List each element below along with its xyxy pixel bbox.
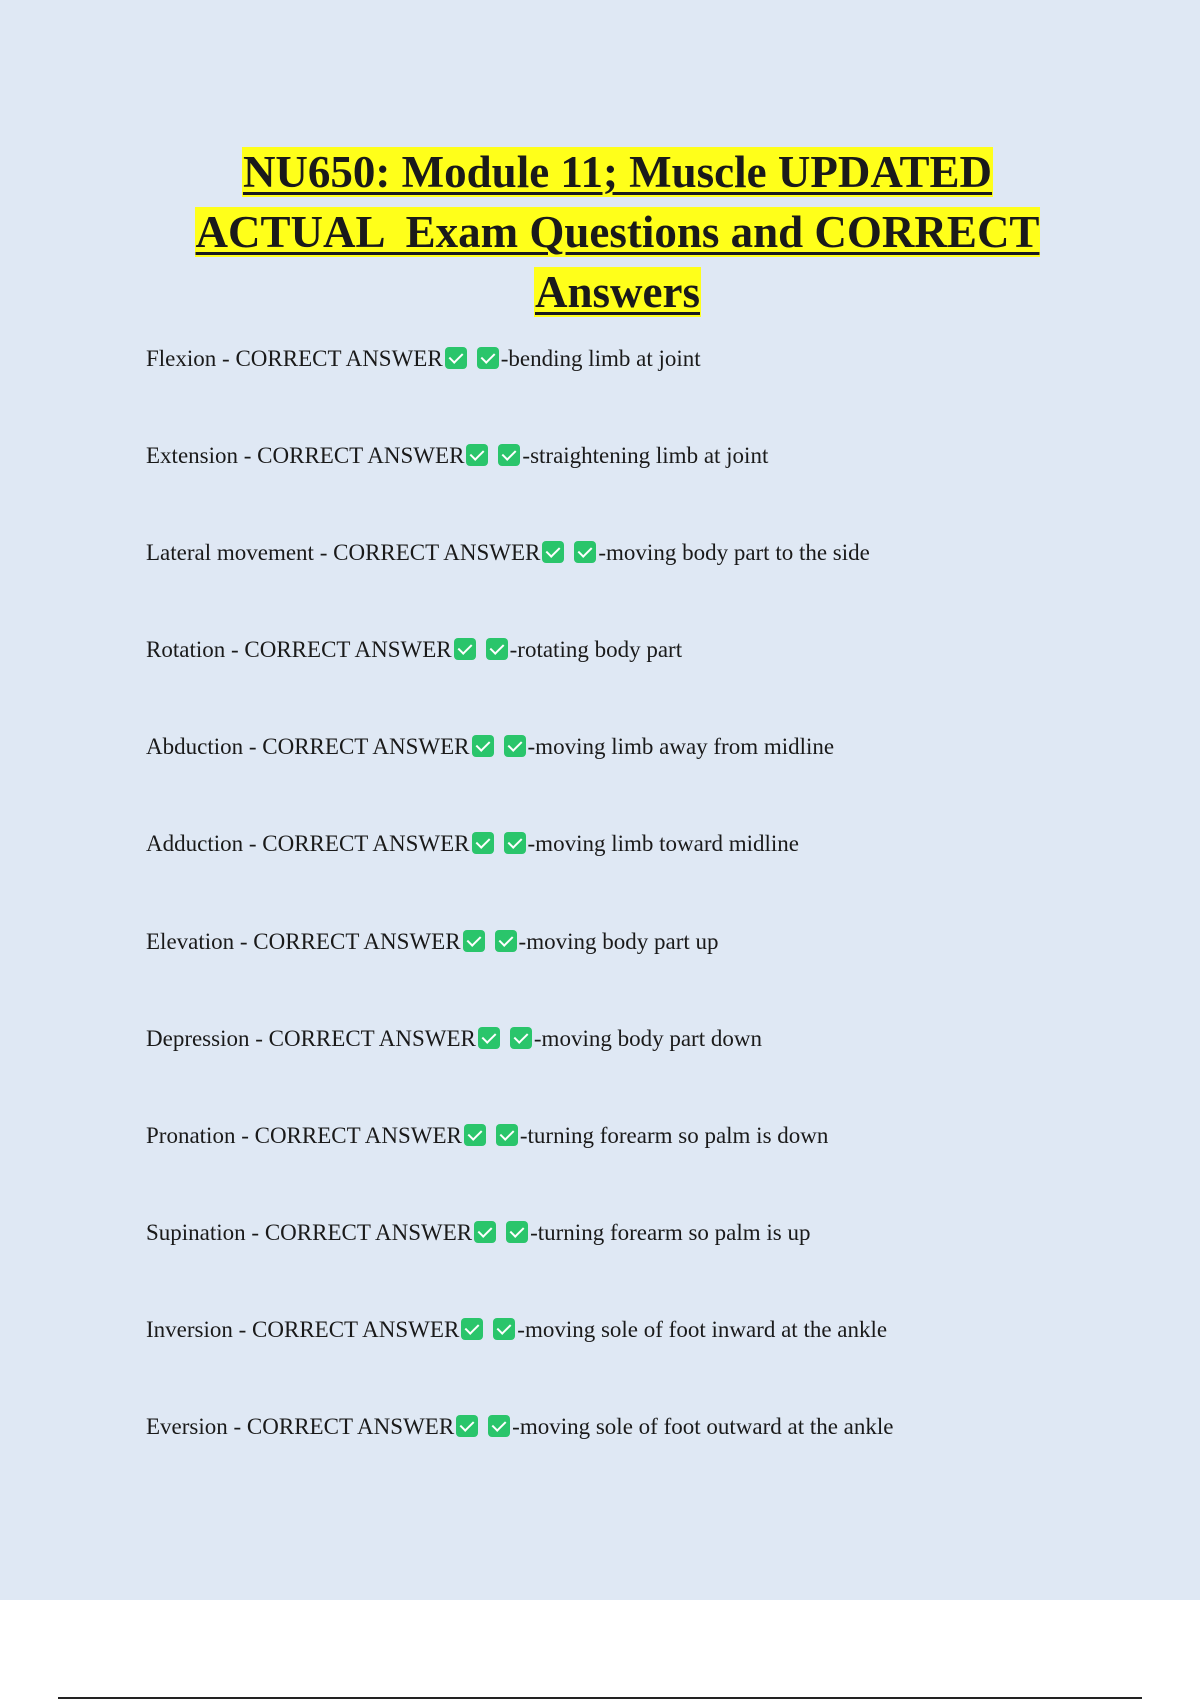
qa-item-flexion — [146, 342, 701, 376]
qa-term: Extension - — [146, 443, 258, 468]
check-mark-icon — [493, 1318, 515, 1340]
qa-definition: -moving limb away from midline — [527, 734, 835, 759]
qa-term: Supination - — [146, 1220, 265, 1245]
title-line-1: NU650: Module 11; Muscle UPDATED — [242, 147, 993, 197]
footer-divider — [58, 1697, 1142, 1699]
check-mark-icon — [510, 1027, 532, 1049]
qa-definition: -moving body part up — [518, 929, 719, 954]
check-mark-icon — [478, 1027, 500, 1049]
qa-item-inversion — [146, 1313, 887, 1347]
check-mark-icon — [498, 444, 520, 466]
qa-answer-label: CORRECT ANSWER — [244, 637, 452, 662]
qa-term: Adduction - — [146, 831, 263, 856]
check-mark-icon — [454, 638, 476, 660]
qa-item-eversion — [146, 1410, 894, 1444]
qa-item-adduction — [146, 827, 799, 861]
check-mark-icon — [504, 832, 526, 854]
qa-item-lateral-movement — [146, 536, 870, 570]
check-mark-icon — [463, 930, 485, 952]
check-mark-icon — [445, 347, 467, 369]
qa-definition: -moving body part down — [533, 1026, 762, 1051]
qa-definition: -moving limb toward midline — [527, 831, 800, 856]
check-mark-icon — [496, 1124, 518, 1146]
qa-term: Flexion - — [146, 346, 236, 371]
qa-term: Eversion - — [146, 1414, 247, 1439]
check-mark-icon — [464, 1124, 486, 1146]
qa-answer-label: CORRECT ANSWER — [262, 831, 470, 856]
qa-answer-label: CORRECT ANSWER — [254, 1123, 462, 1148]
check-mark-icon — [504, 735, 526, 757]
qa-item-abduction — [146, 730, 834, 764]
check-mark-icon — [488, 1415, 510, 1437]
qa-item-supination — [146, 1216, 811, 1250]
check-mark-icon — [506, 1221, 528, 1243]
check-mark-icon — [461, 1318, 483, 1340]
qa-definition: -moving sole of foot inward at the ankle — [517, 1317, 888, 1342]
title-line-3: Answers — [535, 267, 700, 317]
qa-answer-label: CORRECT ANSWER — [262, 734, 470, 759]
qa-item-extension — [146, 439, 768, 473]
check-mark-icon — [472, 832, 494, 854]
qa-term: Inversion - — [146, 1317, 253, 1342]
qa-answer-label: CORRECT ANSWER — [246, 1414, 455, 1439]
qa-answer-label: CORRECT ANSWER — [252, 1317, 460, 1342]
document-title — [80, 142, 1155, 322]
check-mark-icon — [466, 444, 488, 466]
qa-definition: -moving sole of foot outward at the ankle — [512, 1414, 894, 1439]
check-mark-icon — [474, 1221, 496, 1243]
qa-term: Depression - — [146, 1026, 269, 1051]
check-mark-icon — [574, 541, 596, 563]
qa-term: Pronation - — [146, 1123, 255, 1148]
check-mark-icon — [456, 1415, 478, 1437]
qa-item-elevation — [146, 925, 719, 959]
qa-definition: -straightening limb at joint — [522, 443, 769, 468]
qa-answer-label: CORRECT ANSWER — [253, 929, 461, 954]
qa-item-pronation — [146, 1119, 828, 1153]
qa-term: Rotation - — [146, 637, 245, 662]
qa-definition: -rotating body part — [509, 637, 683, 662]
qa-answer-label: CORRECT ANSWER — [264, 1220, 473, 1245]
qa-definition: -turning forearm so palm is up — [530, 1220, 811, 1245]
qa-term: Abduction - — [146, 734, 263, 759]
qa-answer-label: CORRECT ANSWER — [268, 1026, 476, 1051]
qa-definition: -turning forearm so palm is down — [519, 1123, 829, 1148]
qa-definition: -bending limb at joint — [500, 346, 701, 371]
qa-term: Elevation - — [146, 929, 254, 954]
qa-answer-label: CORRECT ANSWER — [333, 540, 541, 565]
check-mark-icon — [486, 638, 508, 660]
qa-item-depression — [146, 1022, 762, 1056]
check-mark-icon — [542, 541, 564, 563]
qa-term: Lateral movement - — [146, 540, 334, 565]
qa-item-rotation — [146, 633, 682, 667]
qa-definition: -moving body part to the side — [598, 540, 870, 565]
title-line-2: ACTUAL Exam Questions and CORRECT — [195, 207, 1040, 257]
qa-answer-label: CORRECT ANSWER — [235, 346, 443, 371]
check-mark-icon — [477, 347, 499, 369]
check-mark-icon — [472, 735, 494, 757]
qa-answer-label: CORRECT ANSWER — [257, 443, 465, 468]
check-mark-icon — [495, 930, 517, 952]
